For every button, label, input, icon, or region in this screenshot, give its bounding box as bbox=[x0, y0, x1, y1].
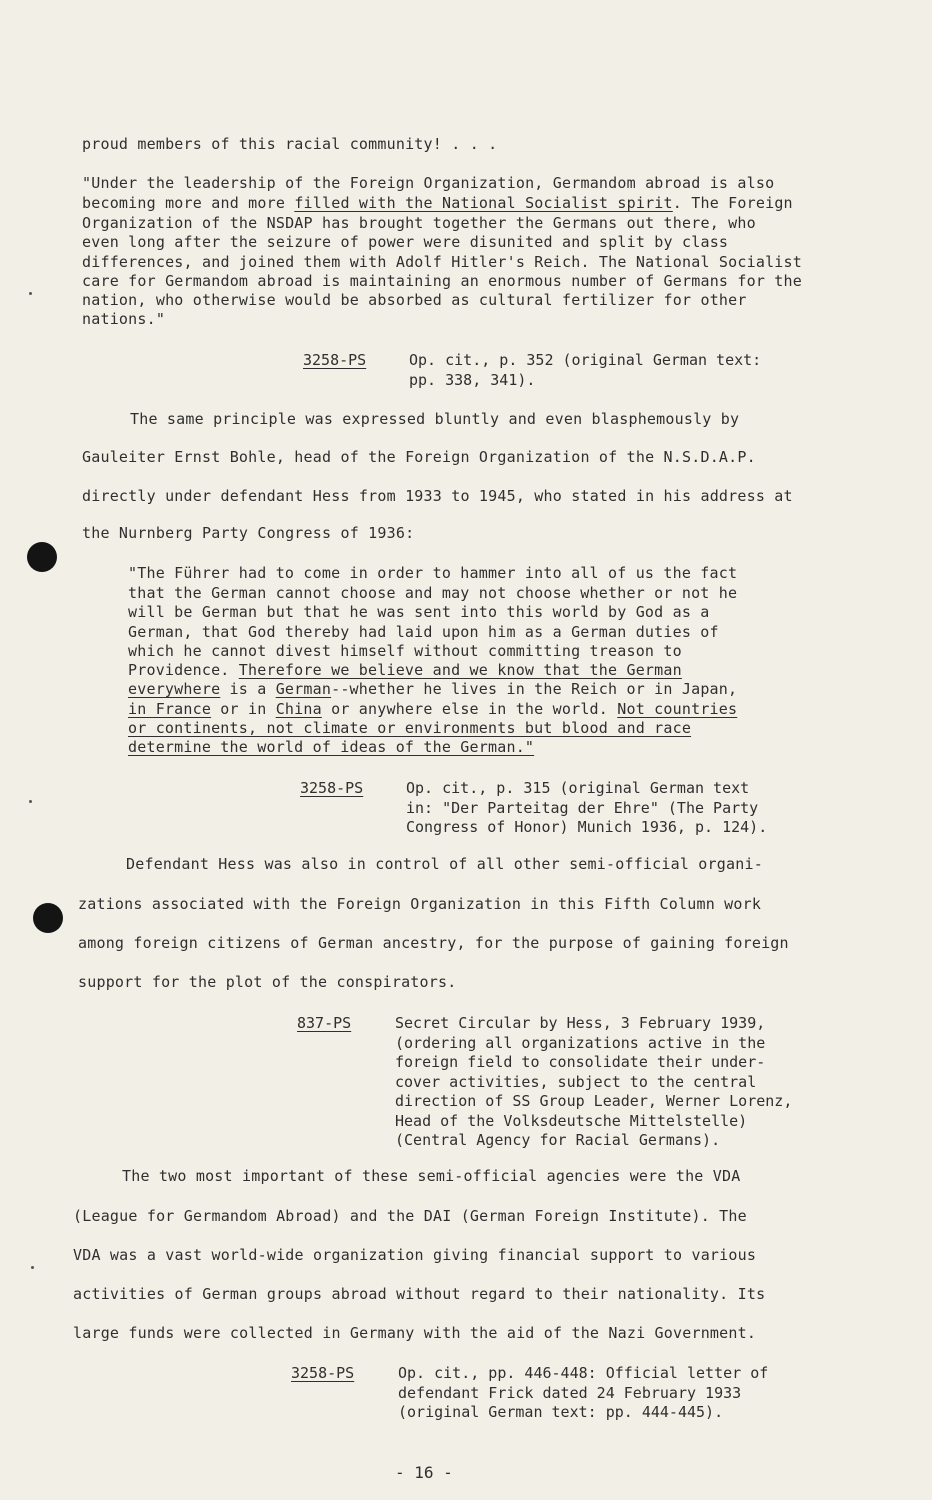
quote-line bbox=[128, 680, 737, 698]
citation-ref: 837-PS bbox=[297, 1014, 352, 1032]
quote-line bbox=[128, 661, 682, 679]
citation-line: Op. cit., p. 315 (original German text bbox=[406, 779, 750, 797]
underlined-phrase: Therefore we believe and we know that the German bbox=[238, 661, 682, 679]
page-number: - 16 - bbox=[395, 1463, 453, 1482]
text-line: the Nurnberg Party Congress of 1936: bbox=[82, 524, 415, 542]
quote-line: that the German cannot choose and may not choose whether or not he bbox=[128, 584, 738, 602]
punch-hole-middle bbox=[33, 903, 63, 933]
quote-segment: or in bbox=[211, 700, 276, 718]
text-line: Gauleiter Ernst Bohle, head of the Foreign Organization of the N.S.D.A.P. bbox=[82, 448, 756, 466]
citation-line: Congress of Honor) Munich 1936, p. 124). bbox=[406, 818, 768, 836]
citation-line: Op. cit., pp. 446-448: Official letter of bbox=[398, 1364, 769, 1382]
punch-hole-top bbox=[27, 542, 57, 572]
quote-line bbox=[82, 194, 793, 212]
quote-segment: or anywhere else in the world. bbox=[321, 700, 618, 718]
citation-line: pp. 338, 341). bbox=[409, 370, 536, 389]
citation-line: direction of SS Group Leader, Werner Lorenz, bbox=[395, 1092, 793, 1110]
quote-line: differences, and joined them with Adolf Hitler's Reich. The National Socialist bbox=[82, 253, 802, 271]
text-line: zations associated with the Foreign Organization in this Fifth Column work bbox=[78, 895, 762, 913]
text-line: The same principle was expressed bluntly and even blasphemously by bbox=[130, 410, 740, 428]
quote-segment: Providence. bbox=[128, 661, 239, 679]
underlined-phrase: Not countries bbox=[617, 700, 738, 718]
underlined-phrase: everywhere bbox=[128, 680, 221, 698]
quote-line: "The Führer had to come in order to hammer into all of us the fact bbox=[128, 564, 738, 582]
quote-line: which he cannot divest himself without committing treason to bbox=[128, 642, 682, 660]
citation-line: defendant Frick dated 24 February 1933 bbox=[398, 1383, 742, 1402]
paper-speck bbox=[31, 1266, 34, 1269]
quote-segment: is a bbox=[220, 680, 276, 698]
text-line: Defendant Hess was also in control of all other semi-official organi- bbox=[126, 855, 763, 873]
citation-line: (Central Agency for Racial Germans). bbox=[395, 1131, 721, 1149]
citation-line: Secret Circular by Hess, 3 February 1939, bbox=[395, 1014, 766, 1032]
citation-line: in: "Der Parteitag der Ehre" (The Party bbox=[406, 798, 759, 817]
citation-ref: 3258-PS bbox=[303, 351, 367, 369]
quote-segment: . The Foreign bbox=[672, 194, 793, 212]
quote-segment: becoming more and more bbox=[82, 194, 295, 212]
quote-segment: --whether he lives in the Reich or in Japan, bbox=[331, 680, 738, 698]
text-line: large funds were collected in Germany with the aid of the Nazi Government. bbox=[73, 1324, 757, 1342]
citation-line: Op. cit., p. 352 (original German text: bbox=[409, 351, 762, 369]
text-line: support for the plot of the conspirators. bbox=[78, 973, 457, 991]
citation-text bbox=[395, 1014, 792, 1151]
underlined-phrase: China bbox=[275, 700, 322, 718]
underlined-phrase: filled with the National Socialist spirit bbox=[294, 194, 673, 212]
quote-line: German, that God thereby had laid upon him as a German duties of bbox=[128, 623, 719, 641]
text-line: among foreign citizens of German ancestry, for the purpose of gaining foreign bbox=[78, 934, 789, 952]
citation-line: Head of the Volksdeutsche Mittelstelle) bbox=[395, 1111, 748, 1130]
text-line: proud members of this racial community! . . . bbox=[82, 135, 498, 153]
citation-text bbox=[398, 1364, 768, 1423]
underlined-phrase: German bbox=[275, 680, 332, 698]
text-line: The two most important of these semi-official agencies were the VDA bbox=[122, 1167, 741, 1185]
quote-line: will be German but that he was sent into this world by God as a bbox=[128, 603, 710, 621]
citation-text bbox=[406, 779, 767, 838]
citation-text bbox=[409, 351, 761, 390]
underlined-phrase: in France bbox=[128, 700, 212, 718]
text-line: VDA was a vast world-wide organization giving financial support to various bbox=[73, 1246, 757, 1264]
quote-line: Organization of the NSDAP has brought together the Germans out there, who bbox=[82, 214, 756, 232]
quote-line: even long after the seizure of power were disunited and split by class bbox=[82, 233, 729, 251]
citation-line: (ordering all organizations active in the bbox=[395, 1033, 766, 1052]
quote-line: nation, who otherwise would be absorbed as cultural fertilizer for other bbox=[82, 291, 747, 309]
citation-line: (original German text: pp. 444-445). bbox=[398, 1403, 724, 1421]
text-line: activities of German groups abroad without regard to their nationality. Its bbox=[73, 1285, 766, 1303]
quote-line bbox=[128, 700, 737, 718]
paper-speck bbox=[29, 292, 32, 295]
quote-line: care for Germandom abroad is maintaining an enormous number of Germans for the bbox=[82, 272, 802, 290]
quote-line: or continents, not climate or environments but blood and race bbox=[128, 719, 692, 737]
citation-ref: 3258-PS bbox=[300, 779, 364, 797]
paper-speck bbox=[29, 800, 32, 803]
citation-ref: 3258-PS bbox=[291, 1364, 355, 1382]
text-line: directly under defendant Hess from 1933 to 1945, who stated in his address at bbox=[82, 487, 793, 505]
quote-line: nations." bbox=[82, 310, 166, 328]
citation-line: cover activities, subject to the central bbox=[395, 1072, 757, 1091]
quote-line: "Under the leadership of the Foreign Organization, Germandom abroad is also bbox=[82, 174, 775, 192]
text-line: (League for Germandom Abroad) and the DAI (German Foreign Institute). The bbox=[73, 1207, 747, 1225]
quote-line: determine the world of ideas of the German." bbox=[128, 738, 535, 756]
citation-line: foreign field to consolidate their under- bbox=[395, 1053, 766, 1071]
